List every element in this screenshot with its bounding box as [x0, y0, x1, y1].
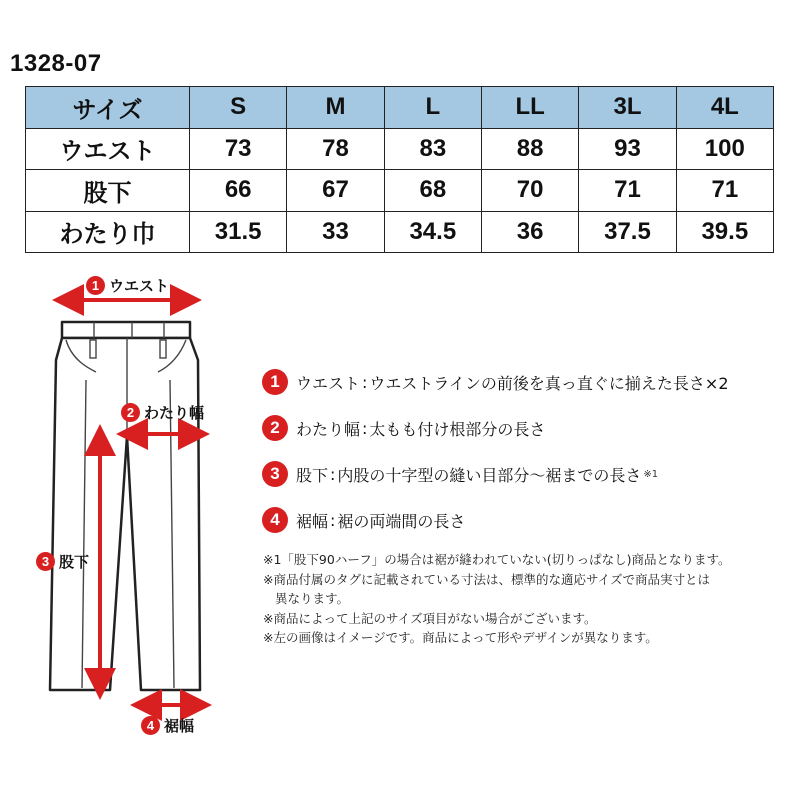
- diagram-label-thigh: [121, 402, 204, 423]
- table-cell: 71: [676, 170, 773, 212]
- product-code: 1328-07: [10, 50, 102, 77]
- table-cell: 73: [190, 128, 287, 170]
- table-cell: 31.5: [190, 211, 287, 253]
- table-cell: 78: [287, 128, 384, 170]
- legend-description: ウエストラインの前後を真っ直ぐに揃えた長さ×2: [369, 373, 729, 393]
- legend-separator: :: [362, 418, 368, 438]
- table-cell: 33: [287, 211, 384, 253]
- note-line: ※左の画像はイメージです。商品によって形やデザインが異なります。: [263, 630, 658, 645]
- note-line: ※商品付属のタグに記載されている寸法は、標準的な適応サイズで商品実寸とは: [263, 571, 710, 587]
- number-badge: 4: [141, 716, 160, 735]
- size-col-header: L: [384, 87, 481, 129]
- table-cell: 88: [481, 128, 578, 170]
- table-cell: 67: [287, 170, 384, 212]
- legend-item-thigh: [262, 413, 545, 443]
- row-label-waist: ウエスト: [26, 128, 190, 170]
- note-line: 異なります。: [275, 591, 350, 606]
- table-cell: 68: [384, 170, 481, 212]
- diagram-label-text: ウエスト: [109, 277, 170, 295]
- legend-term: わたり幅: [296, 419, 361, 439]
- size-col-header: LL: [481, 87, 578, 129]
- note-line: ※1「股下90ハーフ」の場合は裾が縫われていない(切りっぱなし)商品となります。: [263, 552, 731, 567]
- legend-term: ウエスト: [296, 373, 361, 393]
- size-col-header: 3L: [579, 87, 676, 129]
- legend-item-hem: [262, 505, 465, 535]
- number-badge: 1: [262, 369, 288, 395]
- notes: [263, 550, 730, 648]
- number-badge: 4: [262, 507, 288, 533]
- diagram-label-text: 股下: [59, 553, 90, 571]
- diagram-label-hem: [141, 715, 194, 736]
- diagram-label-inseam: [36, 551, 89, 572]
- table-cell: 37.5: [579, 211, 676, 253]
- table-cell: 36: [481, 211, 578, 253]
- table-cell: 93: [579, 128, 676, 170]
- legend-description: 内股の十字型の縫い目部分～裾までの長さ: [337, 465, 642, 485]
- table-cell: 39.5: [676, 211, 773, 253]
- legend-separator: :: [330, 510, 336, 530]
- size-header-label: サイズ: [26, 87, 190, 129]
- legend-separator: :: [330, 464, 336, 484]
- number-badge: 3: [262, 461, 288, 487]
- diagram-label-text: 裾幅: [164, 717, 195, 735]
- number-badge: 3: [36, 552, 55, 571]
- number-badge: 2: [121, 403, 140, 422]
- legend-item-inseam: [262, 459, 658, 489]
- size-col-header: M: [287, 87, 384, 129]
- legend-description: 太もも付け根部分の長さ: [369, 419, 546, 439]
- table-cell: 83: [384, 128, 481, 170]
- footnote-ref: ※1: [643, 468, 659, 480]
- number-badge: 2: [262, 415, 288, 441]
- table-cell: 71: [579, 170, 676, 212]
- row-label-thigh: わたり巾: [26, 211, 190, 253]
- table-cell: 66: [190, 170, 287, 212]
- table-cell: 100: [676, 128, 773, 170]
- legend-term: 裾幅: [296, 511, 329, 531]
- pants-diagram: [0, 0, 260, 800]
- number-badge: 1: [86, 276, 105, 295]
- size-col-header: 4L: [676, 87, 773, 129]
- diagram-label-waist: [86, 275, 169, 296]
- legend-separator: :: [362, 372, 368, 392]
- row-label-inseam: 股下: [26, 170, 190, 212]
- size-col-header: S: [190, 87, 287, 129]
- pants-outline: [50, 322, 200, 690]
- table-cell: 34.5: [384, 211, 481, 253]
- legend-description: 裾の両端間の長さ: [337, 511, 466, 531]
- legend-term: 股下: [296, 465, 329, 485]
- diagram-label-text: わたり幅: [144, 404, 205, 422]
- legend-item-waist: [262, 367, 729, 397]
- table-cell: 70: [481, 170, 578, 212]
- note-line: ※商品によって上記のサイズ項目がない場合がございます。: [263, 610, 597, 626]
